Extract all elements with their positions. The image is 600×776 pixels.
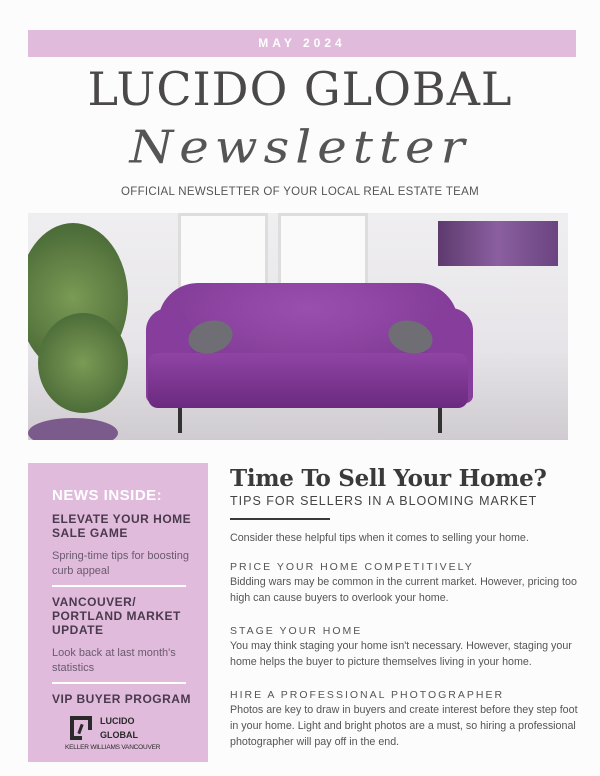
article — [230, 465, 580, 750]
news-inside-sidebar — [28, 463, 208, 762]
newsletter-script-title: Newsletter — [129, 120, 471, 174]
tip-heading: HIRE A PROFESSIONAL PHOTOGRAPHER — [230, 689, 505, 701]
sidebar-item-title: VIP BUYER PROGRAM — [52, 692, 191, 706]
tip-body: Bidding wars may be common in the current market. However, pricing too high can cause buyers to overlook your home. — [230, 576, 577, 604]
sidebar-heading: NEWS INSIDE: — [52, 487, 163, 504]
sidebar-item-title: ELEVATE YOUR HOME SALE GAME — [52, 512, 192, 540]
newsletter-title: LUCIDO GLOBAL — [87, 62, 513, 116]
sofa-leg — [438, 408, 442, 433]
sofa-leg — [178, 408, 182, 433]
logo-tagline: KELLER WILLIAMS VANCOUVER — [65, 744, 161, 751]
sidebar-item-desc: Look back at last month's statistics — [52, 647, 176, 674]
article-title: Time To Sell Your Home? — [230, 465, 547, 492]
pouf — [28, 418, 118, 440]
logo-line2: GLOBAL — [100, 730, 138, 740]
date-banner: MAY 2024 — [28, 30, 576, 57]
wall-art — [438, 221, 558, 266]
divider — [52, 682, 186, 684]
plant — [38, 313, 128, 413]
sidebar-item-desc: Spring-time tips for boosting curb appeal — [52, 550, 189, 577]
divider — [230, 518, 330, 520]
article-intro: Consider these helpful tips when it comes to selling your home. — [230, 532, 529, 544]
newsletter-subtitle: OFFICIAL NEWSLETTER OF YOUR LOCAL REAL ESTATE TEAM — [121, 186, 479, 198]
tip-body: You may think staging your home isn't necessary. However, staging your home helps the buyer to picture themselves living in your home. — [230, 640, 572, 668]
tip-body: Photos are key to draw in buyers and create interest before they step foot in your home. Light and bright photos are a must, so hiring a professional photographer will pay off in the end. — [230, 704, 578, 748]
brand-logo — [70, 714, 194, 742]
hero-sofa-image — [28, 213, 568, 440]
article-subtitle: TIPS FOR SELLERS IN A BLOOMING MARKET — [230, 494, 538, 508]
logo-line1: LUCIDO — [100, 716, 135, 726]
divider — [52, 585, 186, 587]
logo-mark-icon — [70, 716, 92, 740]
sidebar-item-title: VANCOUVER/ PORTLAND MARKET UPDATE — [52, 595, 181, 637]
sofa-seat — [148, 353, 468, 408]
tip-heading: PRICE YOUR HOME COMPETITIVELY — [230, 561, 474, 573]
tip-heading: STAGE YOUR HOME — [230, 625, 363, 637]
